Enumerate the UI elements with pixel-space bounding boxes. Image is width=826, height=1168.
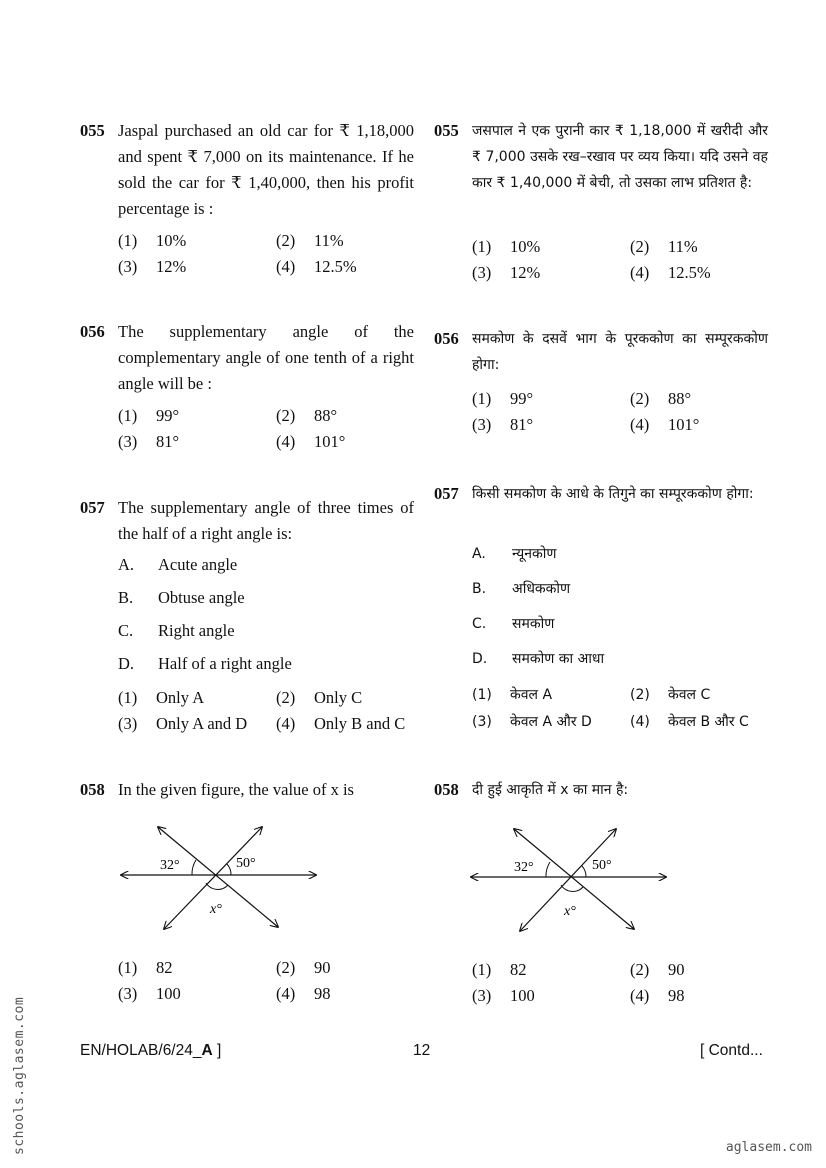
option-1: (1) 99° xyxy=(472,389,534,408)
option-3: (3) 12% xyxy=(472,263,541,282)
option-1: (1) 82 xyxy=(472,960,527,979)
page-number: 12 xyxy=(413,1042,431,1059)
question-text: समकोण के दसवें भाग के पूरककोण का सम्पूरककोण होगा: xyxy=(472,331,768,373)
continued-label: [ Contd... xyxy=(700,1042,763,1059)
option-1: (1) 82 xyxy=(118,958,173,977)
angle-label-32: 32° xyxy=(514,860,534,875)
list-item-d: D. समकोण का आधा xyxy=(472,651,605,667)
question-number: 058 xyxy=(434,780,459,799)
angle-label-50: 50° xyxy=(592,858,612,873)
angle-label-x: x° xyxy=(210,902,222,917)
list-item-a: A. Acute angle xyxy=(118,555,238,574)
angle-label-x: x° xyxy=(564,904,576,919)
option-1: (1) Only A xyxy=(118,688,205,707)
option-3: (3) Only A and D xyxy=(118,714,248,733)
option-4: (4) 98 xyxy=(630,986,685,1005)
option-3: (3) 100 xyxy=(118,984,181,1003)
option-2: (2) 11% xyxy=(276,231,344,250)
option-3: (3) 81° xyxy=(472,415,534,434)
option-1: (1) 10% xyxy=(472,237,541,256)
angle-figure xyxy=(466,823,676,943)
question-number: 058 xyxy=(80,780,105,799)
question-text: जसपाल ने एक पुरानी कार ₹ 1,18,000 में खरीदी और ₹ 7,000 उसके रख–रखाव पर व्यय किया। यदि उसने वह कार ₹ 1,40,000 में बेची, तो उसका लाभ प्रतिशत है: xyxy=(472,123,768,191)
question-number: 056 xyxy=(434,329,459,348)
option-3: (3) 81° xyxy=(118,432,180,451)
question-056-en xyxy=(80,319,420,459)
option-4: (4) Only B and C xyxy=(276,714,406,733)
question-055-hi xyxy=(434,118,774,288)
option-2: (2) Only C xyxy=(276,688,363,707)
option-2: (2) 11% xyxy=(630,237,698,256)
question-number: 057 xyxy=(80,498,105,517)
option-1: (1) 99° xyxy=(118,406,180,425)
option-4: (4) 12.5% xyxy=(630,263,711,282)
option-4: (4) 98 xyxy=(276,984,331,1003)
option-3: (3) 100 xyxy=(472,986,535,1005)
question-text: In the given figure, the value of x is xyxy=(118,780,354,799)
list-item-b: B. अधिककोण xyxy=(472,581,571,597)
option-3: (3) केवल A और D xyxy=(472,714,592,730)
option-4: (4) 12.5% xyxy=(276,257,357,276)
angle-label-32: 32° xyxy=(160,858,180,873)
list-item-c: C. Right angle xyxy=(118,621,235,640)
question-text: किसी समकोण के आधे के तिगुने का सम्पूरककोण होगा: xyxy=(472,486,754,502)
angle-figure xyxy=(116,821,326,941)
question-number: 055 xyxy=(80,121,105,140)
option-2: (2) 88° xyxy=(276,406,338,425)
question-058-hi xyxy=(434,777,774,1009)
paper-code: EN/HOLAB/6/24_A ] xyxy=(80,1042,222,1059)
option-1: (1) 10% xyxy=(118,231,187,250)
question-055-en xyxy=(80,118,420,288)
question-number: 056 xyxy=(80,322,105,341)
question-text: The supplementary angle of the complementary angle of one tenth of a right angle will be : xyxy=(118,322,414,393)
option-1: (1) केवल A xyxy=(472,687,553,703)
question-number: 055 xyxy=(434,121,459,140)
question-text: Jaspal purchased an old car for ₹ 1,18,000 and spent ₹ 7,000 on its maintenance. If he sold the car for ₹ 1,40,000, then his profit percentage is : xyxy=(118,121,414,218)
option-3: (3) 12% xyxy=(118,257,187,276)
paper-set: A xyxy=(201,1042,213,1059)
question-057-en xyxy=(80,495,420,745)
list-item-c: C. समकोण xyxy=(472,616,555,632)
question-text: The supplementary angle of three times of the half of a right angle is: xyxy=(118,498,414,543)
question-057-hi xyxy=(434,481,774,741)
option-2: (2) केवल C xyxy=(630,687,711,703)
option-2: (2) 90 xyxy=(630,960,685,979)
option-4: (4) केवल B और C xyxy=(630,714,749,730)
angle-label-50: 50° xyxy=(236,856,256,871)
list-item-b: B. Obtuse angle xyxy=(118,588,245,607)
option-2: (2) 88° xyxy=(630,389,692,408)
question-number: 057 xyxy=(434,484,459,503)
option-4: (4) 101° xyxy=(630,415,700,434)
list-item-a: A. न्यूनकोण xyxy=(472,546,557,562)
bottom-watermark: aglasem.com xyxy=(725,1140,812,1155)
list-item-d: D. Half of a right angle xyxy=(118,654,292,673)
option-2: (2) 90 xyxy=(276,958,331,977)
side-watermark: schools.aglasem.com xyxy=(12,996,27,1155)
question-text: दी हुई आकृति में x का मान है: xyxy=(472,782,629,798)
question-058-en xyxy=(80,777,420,1007)
option-4: (4) 101° xyxy=(276,432,346,451)
question-056-hi xyxy=(434,326,774,446)
